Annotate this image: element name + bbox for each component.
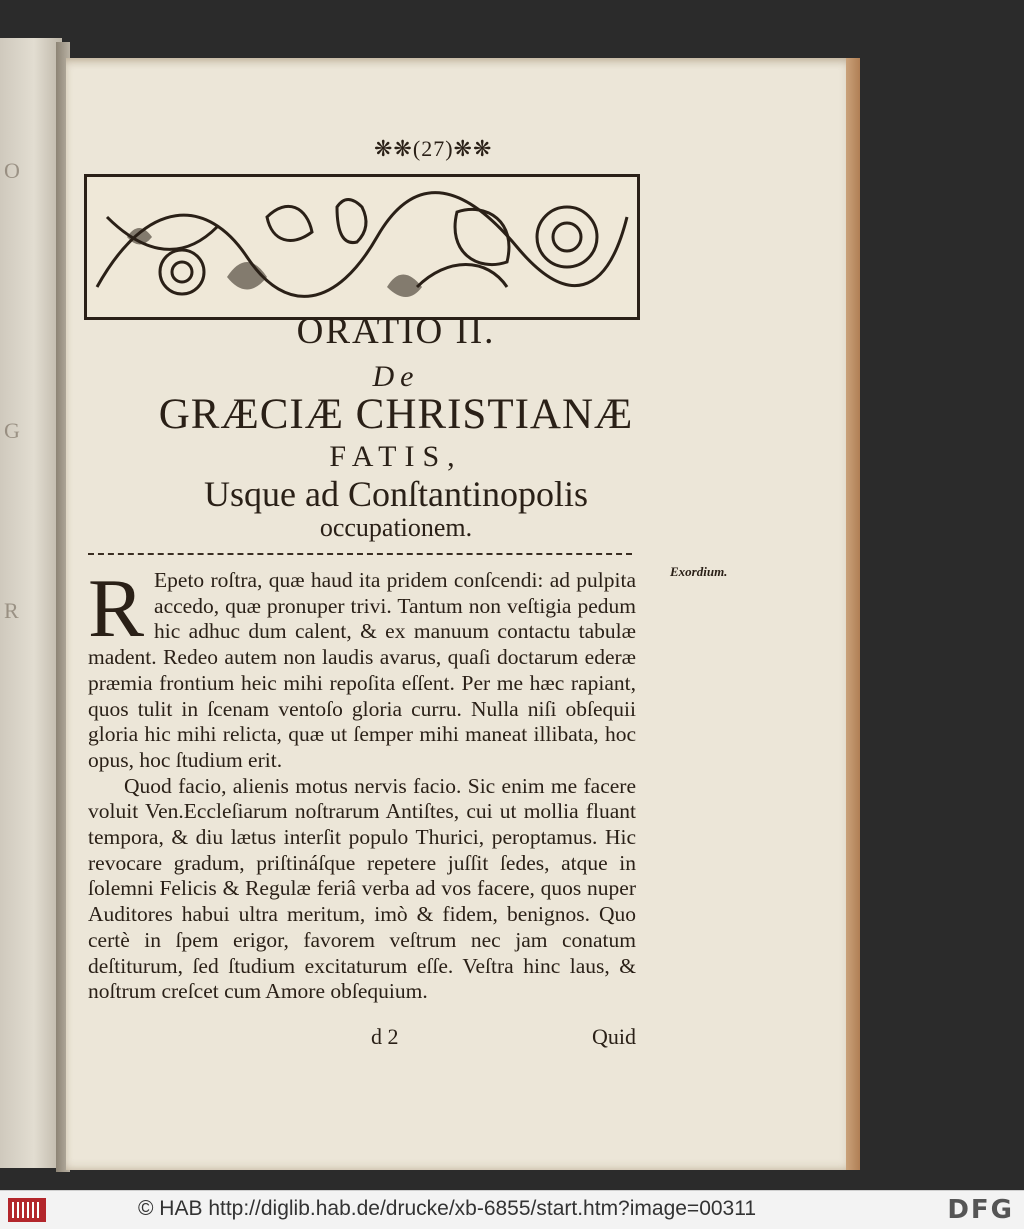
page-footer [88,1024,636,1052]
paragraph-1 [88,562,636,774]
copyright-link[interactable]: © HAB http://diglib.hab.de/drucke/xb-6855/start.htm?image=00311 [138,1197,757,1220]
dfg-logo: DFG [947,1195,1014,1225]
title-fatis: FATIS, [329,440,463,473]
oration-body [88,562,636,1005]
hab-logo-icon [8,1198,46,1222]
title-divider [88,553,632,555]
title-preposition: De [372,360,420,393]
page-number: ❋❋(27)❋❋ [374,136,493,161]
title-main: GRÆCIÆ CHRISTIANÆ [158,391,634,438]
marginal-note: Exordium. [670,564,728,579]
oration-title: ORATIO II. [296,311,496,352]
footer-bar [0,1190,1024,1229]
previous-page-edge: O G R [0,38,62,1168]
book-page [66,58,856,1170]
drop-capital: R [88,562,145,655]
signature-mark: d 2 [371,1024,399,1049]
catchword: Quid [592,1024,636,1049]
paragraph-2: Quod facio, alienis motus nervis facio. Sic enim me facere voluit Ven.Eccleſiarum noſtrarum Antiſtes, cui ut mollia fluant tempora, & diu lætus interſit populo Thurici, peroptamus. Hic revocare gradum, priſtináſque repetere juſſit ſedes, atque in ſolemni Felicis & Regulæ feriâ verba ad vos facere, quos nuper Auditores habui ultra meritum, imò & fidem, benignos. Quo certè in ſpem erigor, favorem veſtrum nec jam conatum deſtiturum, ſed ſtudium excitaturum eſſe. Veſtra hinc laus, & noſtrum creſcet cum Amore obſequium. [88,773,636,1004]
floral-ornament-icon [87,177,637,317]
page-fore-edge [846,58,860,1170]
title-occupationem: occupationem. [319,513,473,542]
ornamental-headpiece [84,174,640,320]
paragraph-1-text: Epeto roſtra, quæ haud ita pridem conſcendi: ad pulpita accedo, quæ pronuper trivi. Tantum non veſtigia pedum hic adhuc dum calent, & ex manuum contactu tabulæ madent. Redeo autem non laudis avarus, quaſi doctarum ederæ præmia frontium heic mihi repoſita eſſent. Per me hæc rapiant, quos tulit in ſcenam ventoſo gloria curru. Nulla niſi obſequii gloria hic mihi relicta, quæ ut ſemper mihi maneat illibata, hoc opus, hoc ſtudium erit. [88,568,636,772]
title-subtitle: Usque ad Conſtantinopolis [204,474,588,514]
